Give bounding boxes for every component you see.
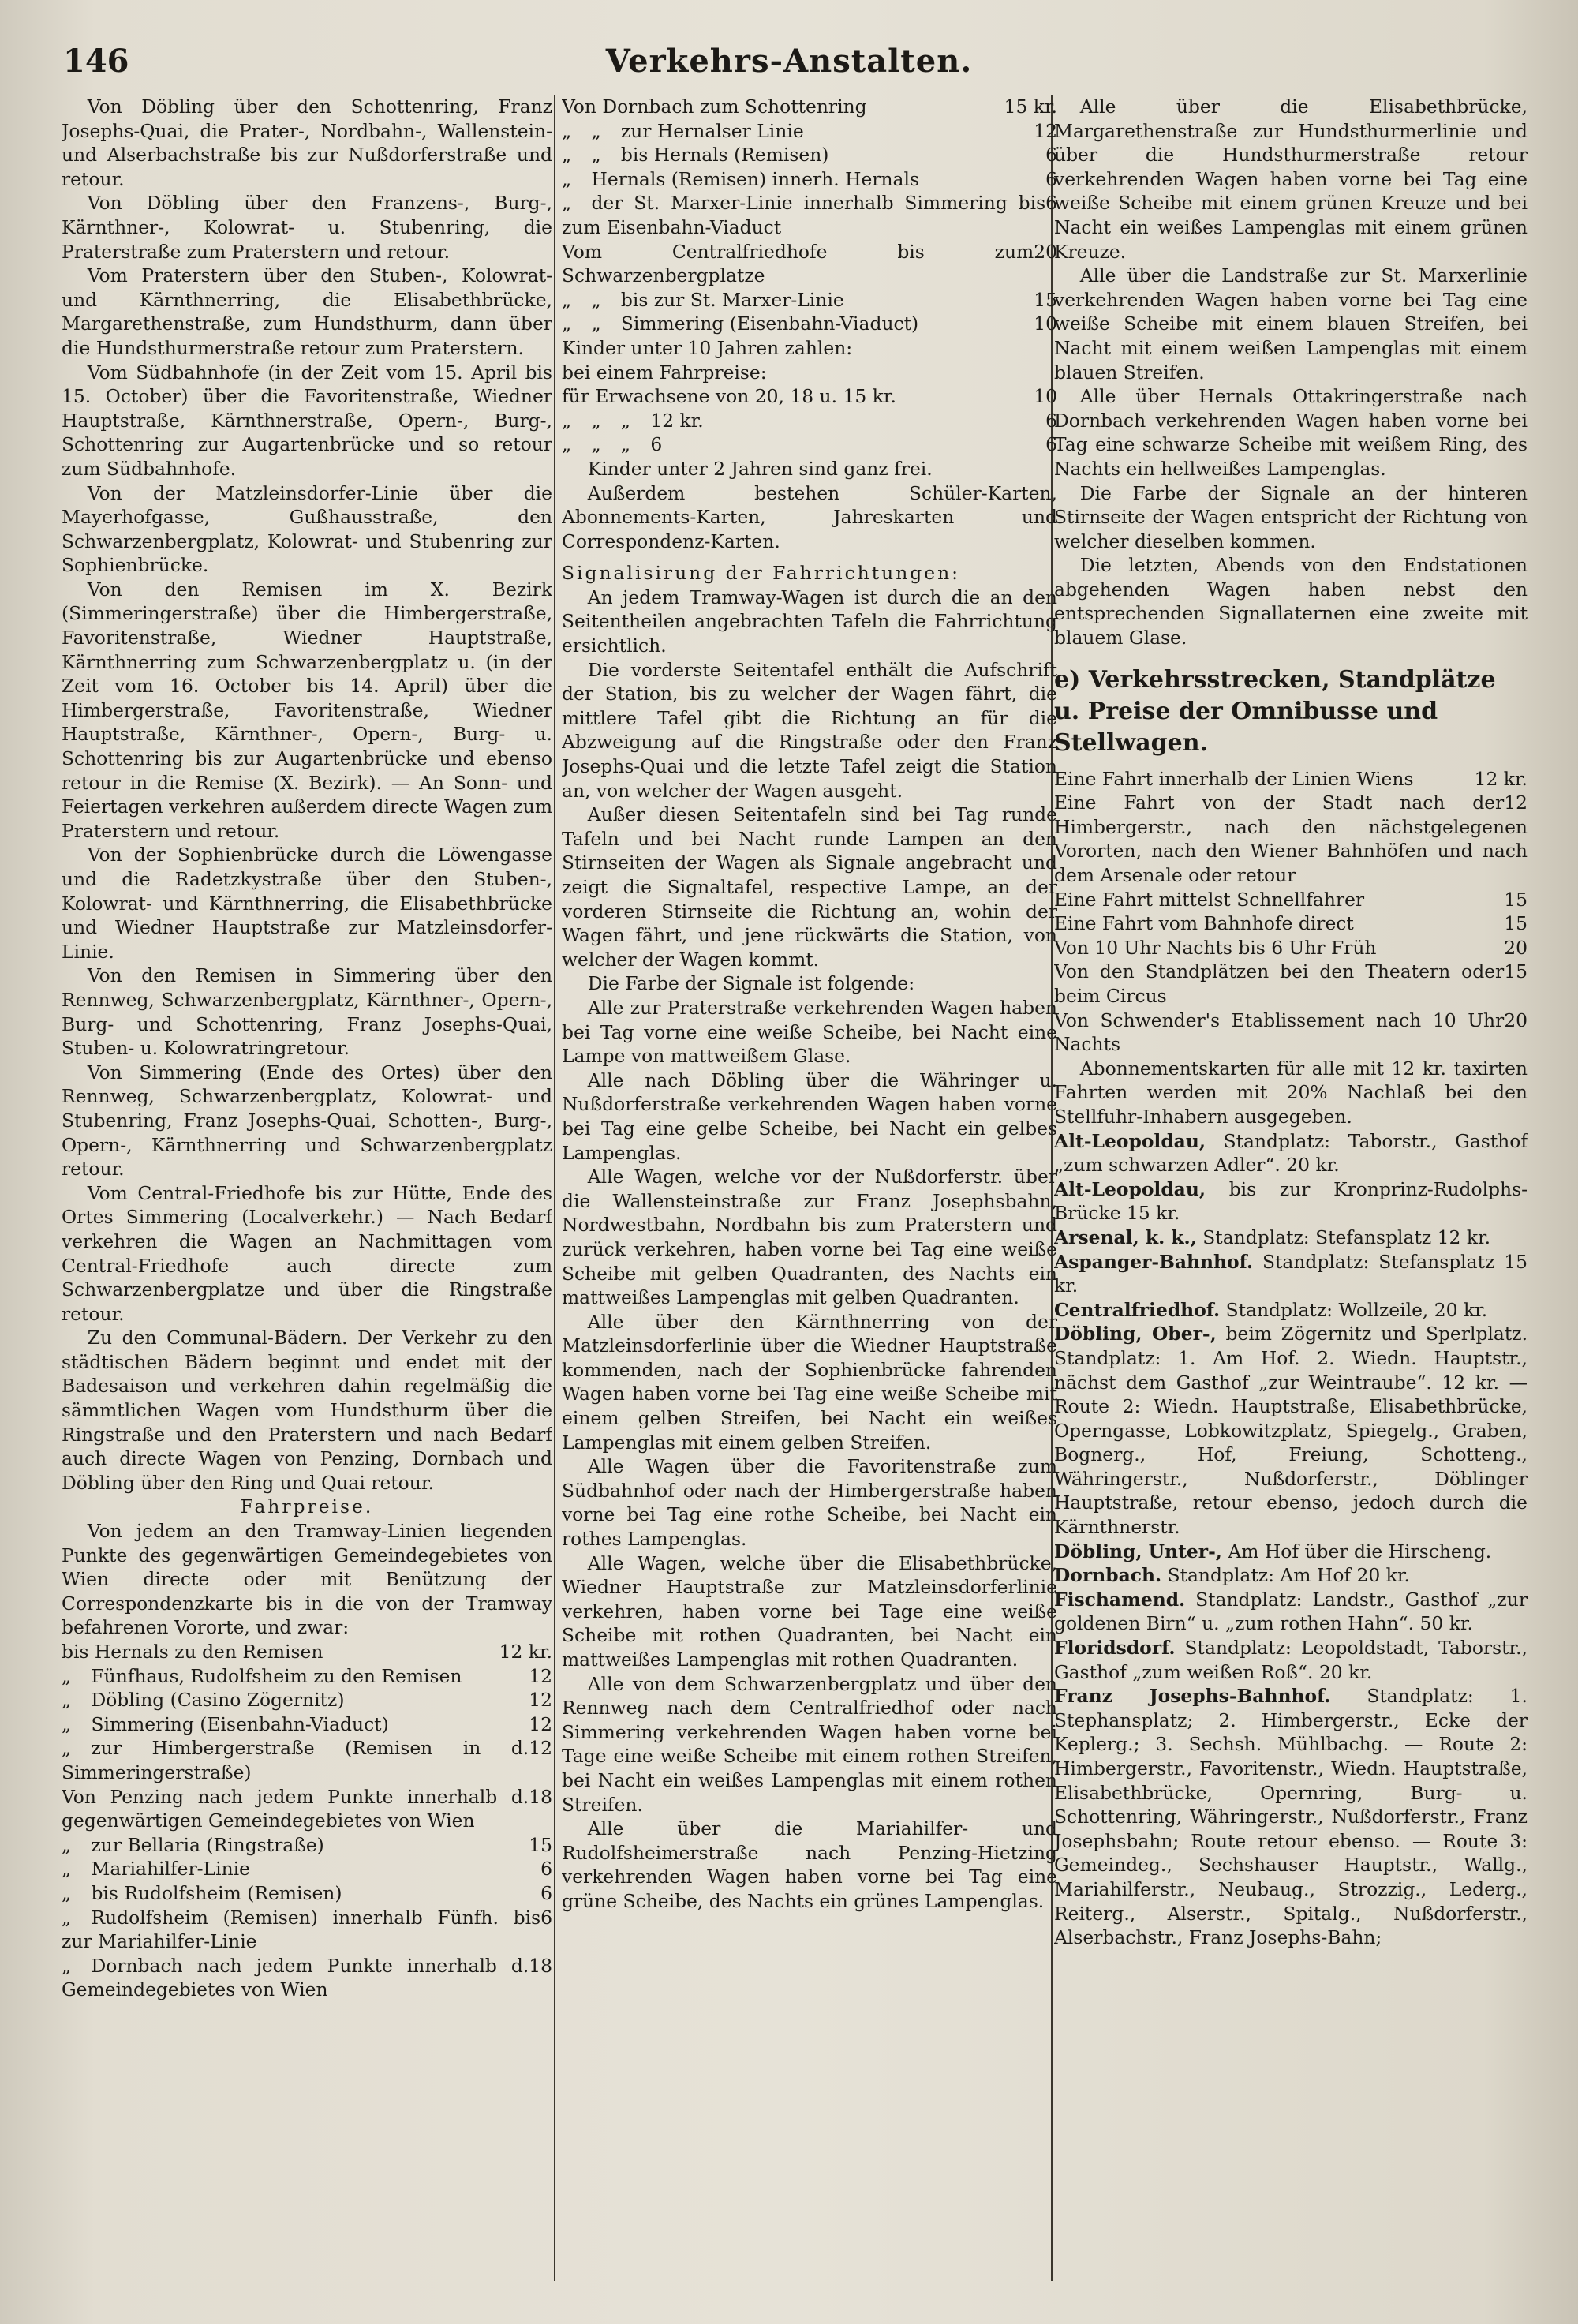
place-name: Arsenal, k. k., (1054, 1226, 1197, 1248)
entry-text: Am Hof über die Hirscheng. (1228, 1540, 1492, 1562)
fare-row (1054, 911, 1528, 936)
fare-destination: Von den Standplätzen bei den Theatern oder beim Circus (1054, 960, 1505, 1007)
route-paragraph: Zu den Communal-Bädern. Der Verkehr zu den städtischen Bädern beginnt und endet mit der Badesaison und verkehren dahin regelmäßig die sämmtlichen Wagen vom Hundsthurm über die Ringstraße und den Praterstern und nach Bedarf auch directe Wagen von Penzing, Dornbach und Döbling über den Ring und Quai retour. (62, 1327, 552, 1494)
fare-price: 10 (1034, 312, 1057, 335)
entry-text: Standplatz: Stefansplatz 12 kr. (1202, 1226, 1491, 1248)
signal-paragraph: Die Farbe der Signale ist folgende: (587, 972, 915, 995)
signal-paragraph: Außer diesen Seitentafeln sind bei Tag runde Tafeln und bei Nacht runde Lampen an den Stirnseiten der Wagen als Signale angebracht und zeigt die Signaltafel, respective Lampe, an der vorderen Stirnseite die Richtung an, wohin der Wagen fährt, und jene rückwärts die Station, von welcher der Wagen kommt. (562, 803, 1057, 971)
omnibus-entry (1054, 1563, 1528, 1588)
fare-row (62, 1785, 552, 1833)
fare-price: 12 (1034, 119, 1057, 142)
fare-price: 15 (529, 1833, 552, 1856)
route-paragraph: Von der Matzleinsdorfer-Linie über die Mayerhofgasse, Gußhausstraße, den Schwarzenbergplatz, Kolowrat- und Stubenring zur Sophienbrücke. (62, 481, 552, 577)
signal-paragraph: An jedem Tramway-Wagen ist durch die an den Seitentheilen angebrachten Tafeln die Fahrrichtung ersichtlich. (562, 586, 1057, 657)
route-paragraph: Von Döbling über den Schottenring, Franz Josephs-Quai, die Prater-, Nordbahn-, Wallenstein- und Alserbachstraße bis zur Nußdorferstraße und retour. (62, 95, 552, 190)
fare-destination: zur Himbergerstraße (Remisen in d. Simmeringerstraße) (62, 1737, 529, 1783)
signal-paragraph: Die letzten, Abends von den Endstationen abgehenden Wagen haben nebst den entsprechenden Signallaternen eine zweite mit blauem Glase. (1054, 554, 1528, 649)
fare-row: 15 „ zur Bellaria (Ringstraße) (62, 1833, 552, 1856)
fare-row: 6 „ „ „ 12 kr. (562, 409, 1057, 432)
fare-price: 6 (540, 1858, 552, 1881)
place-name: Fischamend. (1054, 1588, 1186, 1611)
fare-row (562, 240, 1057, 288)
fare-destination: zur Hernalser Linie (620, 119, 804, 142)
omnibus-entry (1054, 1129, 1528, 1177)
fare-row: 18 „ Dornbach nach jedem Punkte innerhalb d. Gemeindegebietes von Wien (62, 1954, 552, 2001)
entry-text: Standplatz: 1. Stephansplatz; 2. Himbergerstr., Ecke der Keplerg.; 3. Sechsh. Mühlbachg. — Route 2: Himbergerstr., Favoritenstr., Wiedn. Hauptstraße, Elisabethbrücke, Opernring, Burg- u. Schottenring, Währingerstr., Nußdorferstr., Franz Josephsbahn; Route retour ebenso. — Route 3: Gemeindeg., Sechshauser Hauptstr., Wallg., Mariahilferstr., Neubaug., Strozzig., Lederg., Reiterg., Alserstr., Spitalg., Nußdorferstr., Alserbachstr., Franz Josephs-Bahn; (1054, 1685, 1528, 1949)
fare-destination: Simmering (Eisenbahn-Viaduct) (620, 312, 919, 335)
fare-price: 6 (1045, 409, 1057, 432)
running-head: Verkehrs-Anstalten. (605, 43, 973, 80)
signal-paragraph: Alle Wagen, welche vor der Nußdorferstr. über die Wallensteinstraße zur Franz Josephsbahn, Nordwestbahn, Nordbahn bis zum Praterstern und zurück verkehren, haben vorne bei Tag eine weiße Scheibe mit gelben Quadranten, des Nachts ein mattweißes Lampenglas mit gelben Quadranten. (562, 1166, 1057, 1309)
fare-destination: Fünfhaus, Rudolfsheim zu den Remisen (91, 1664, 462, 1687)
fare-row (562, 95, 1057, 119)
fare-destination: der St. Marxer-Linie innerhalb Simmering bis zum Eisenbahn-Viaduct (562, 192, 1046, 238)
entry-text: Standplatz: Am Hof 20 kr. (1167, 1564, 1410, 1587)
fare-row (1054, 1009, 1528, 1057)
fare-destination: Eine Fahrt mittelst Schnellfahrer (1054, 888, 1365, 911)
column-rule (554, 95, 555, 2281)
fare-price: 20 (1034, 240, 1057, 263)
omnibus-entry (1054, 1226, 1528, 1250)
fare-row: 6 „ Rudolfsheim (Remisen) innerhalb Fünfh. bis zur Mariahilfer-Linie (62, 1906, 552, 1953)
fare-row: 6 „ der St. Marxer-Linie innerhalb Simmering bis zum Eisenbahn-Viaduct (562, 192, 1057, 238)
fare-price: 15 (1034, 288, 1057, 311)
place-name: Franz Josephs-Bahnhof. (1054, 1685, 1331, 1708)
fare-price: 12 (529, 1689, 552, 1712)
fare-destination: Rudolfsheim (Remisen) innerhalb Fünfh. bis zur Mariahilfer-Linie (62, 1906, 541, 1953)
fare-destination: bis zur St. Marxer-Linie (620, 288, 844, 311)
fare-destination: Mariahilfer-Linie (91, 1858, 250, 1881)
route-paragraph: Vom Central-Friedhofe bis zur Hütte, Ende des Ortes Simmering (Localverkehr.) — Nach Bedarf verkehren die Wagen an Nachmittagen vom Central-Friedhofe auch directe zum Schwarzenbergplatze und über die Ringstraße retour. (62, 1181, 552, 1325)
fare-row (562, 384, 1057, 409)
omnibus-entry (1054, 1322, 1528, 1539)
place-name: Döbling, Ober-, (1054, 1323, 1217, 1345)
fare-price: 15 (1504, 912, 1528, 935)
fare-price: 10 (1034, 385, 1057, 408)
place-name: Aspanger-Bahnhof. (1054, 1250, 1254, 1273)
fare-row: 6 „ Hernals (Remisen) innerh. Hernals (562, 167, 1057, 190)
entry-text: Standplatz: Wollzeile, 20 kr. (1225, 1298, 1488, 1321)
fare-destination: 12 kr. (650, 409, 704, 432)
place-name: Dornbach. (1054, 1564, 1162, 1587)
route-paragraph: Von der Sophienbrücke durch die Löwengasse und die Radetzkystraße über den Stuben-, Kolowrat- und Kärnthnerring, die Elisabethbrücke und Wiedner Hauptstraße zur Matzleinsdorfer-Linie. (62, 844, 552, 963)
fare-price: 12 (529, 1712, 552, 1735)
route-paragraph: Von Simmering (Ende des Ortes) über den Rennweg, Schwarzenbergplatz, Kolowrat- und Stubenring, Franz Josephs-Quai, Schotten-, Burg-, Opern-, Kärnthnerring und Schwarzenbergplatz retour. (62, 1061, 552, 1181)
fare-row: 12 „ Fünfhaus, Rudolfsheim zu den Remisen (62, 1664, 552, 1687)
page-number: 146 (63, 43, 129, 80)
place-name: Alt-Leopoldau, (1054, 1129, 1206, 1152)
entry-text: Standplatz: Taborstr., Gasthof „zum schwarzen Adler“. 20 kr. (1054, 1129, 1528, 1177)
fare-destination: Von Dornbach zum Schottenring (562, 95, 867, 118)
signal-heading: Signalisirung der Fahrrichtungen: (562, 562, 961, 585)
entry-text: Standplatz: Stefansplatz 15 kr. (1054, 1250, 1528, 1297)
omnibus-entry (1054, 1636, 1528, 1684)
place-name: Alt-Leopoldau, (1054, 1177, 1206, 1200)
entry-text: beim Zögernitz und Sperlplatz. Standplatz: 1. Am Hof. 2. Wiedn. Hauptstr., nächst dem Gasthof „zur Weintraube“. 12 kr. — Route 2: Wiedn. Hauptstraße, Elisabethbrücke, Operngasse, Lobkowitzplatz, Spiegelg., Graben, Bognerg., Hof, Freiung, Schotteng., Währingerstr., Nußdorferstr., Döblinger Hauptstraße, retour ebenso, jedoch durch die Kärnthnerstr. (1054, 1323, 1528, 1539)
child-fare-subheading: bei einem Fahrpreise: (562, 361, 767, 384)
fare-row (1054, 960, 1528, 1008)
omnibus-entry (1054, 1250, 1528, 1298)
fare-destination: bis Hernals zu den Remisen (62, 1641, 323, 1663)
fare-destination: Eine Fahrt vom Bahnhofe direct (1054, 912, 1354, 935)
child-fare-heading: Kinder unter 10 Jahren zahlen: (562, 336, 853, 359)
abonnement-paragraph: Abonnementskarten für alle mit 12 kr. taxirten Fahrten werden mit 20% Nachlaß bei den Stellfuhr-Inhabern ausgegeben. (1054, 1057, 1528, 1128)
fare-row: 12 „ Simmering (Eisenbahn-Viaduct) (62, 1712, 552, 1735)
route-paragraph: Von den Remisen in Simmering über den Rennweg, Schwarzenbergplatz, Kärnthner-, Opern-, Burg- und Schottenring, Franz Josephs-Quai, Stuben- u. Kolowratringretour. (62, 964, 552, 1060)
fare-price: 20 (1504, 1009, 1528, 1031)
fare-price: 15 (1504, 888, 1528, 911)
fare-row: 6 „ „ bis Hernals (Remisen) (562, 144, 1057, 167)
fare-price: 18 (529, 1785, 552, 1808)
fare-row (62, 1640, 552, 1664)
signal-paragraph: Alle über die Landstraße zur St. Marxerlinie verkehrenden Wagen haben vorne bei Tag eine weiße Scheibe mit einem blauen Streifen, bei Nacht mit einem weißen Lampenglas mit einem blauen Streifen. (1054, 264, 1528, 384)
fare-destination: für Erwachsene von 20, 18 u. 15 kr. (562, 385, 896, 408)
entry-text: Standplatz: Leopoldstadt, Taborstr., Gasthof „zum weißen Roß“. 20 kr. (1054, 1637, 1528, 1683)
fare-row: 6 „ Mariahilfer-Linie (62, 1858, 552, 1881)
fare-destination: zur Bellaria (Ringstraße) (91, 1833, 324, 1856)
column-middle (562, 95, 1057, 2296)
notice-paragraph: Kinder unter 2 Jahren sind ganz frei. (587, 457, 933, 480)
fare-price: 6 (1045, 144, 1057, 167)
fare-price: 15 (1504, 960, 1528, 983)
omnibus-entry (1054, 1588, 1528, 1636)
fare-price: 6 (1045, 167, 1057, 190)
fare-price: 15 kr. (1004, 95, 1057, 118)
fare-price: 18 (529, 1954, 552, 1977)
fare-price: 6 (540, 1881, 552, 1904)
omnibus-entry (1054, 1684, 1528, 1950)
route-paragraph: Von Döbling über den Franzens-, Burg-, Kärnthner-, Kolowrat- u. Stubenring, die Praterstraße zum Praterstern und retour. (62, 192, 552, 263)
fare-destination: Simmering (Eisenbahn-Viaduct) (91, 1712, 389, 1735)
fare-price: 12 (529, 1737, 552, 1760)
place-name: Centralfriedhof. (1054, 1298, 1221, 1321)
notice-paragraph: Außerdem bestehen Schüler-Karten, Abonnements-Karten, Jahreskarten und Correspondenz-Karten. (562, 481, 1057, 552)
route-paragraph: Vom Praterstern über den Stuben-, Kolowrat- und Kärnthnerring, die Elisabethbrücke, Margarethenstraße, zum Hundsthurm, dann über die Hundsthurmerstraße retour zum Praterstern. (62, 264, 552, 359)
fare-destination: Hernals (Remisen) innerh. Hernals (591, 167, 919, 190)
signal-paragraph: Alle nach Döbling über die Währinger u. Nußdorferstraße verkehrenden Wagen haben vorne bei Tag eine gelbe Scheibe, bei Nacht ein gelbes Lampenglas. (562, 1068, 1057, 1164)
column-left (62, 95, 552, 2296)
fare-price: 6 (540, 1906, 552, 1929)
column-right (1054, 95, 1528, 2296)
signal-paragraph: Alle Wagen über die Favoritenstraße zum Südbahnhof oder nach der Himbergerstraße haben vorne bei Tag eine rothe Scheibe, bei Nacht ein rothes Lampenglas. (562, 1455, 1057, 1551)
page-header (63, 39, 1515, 87)
place-name: Döbling, Unter-, (1054, 1540, 1222, 1562)
signal-paragraph: Alle über den Kärnthnerring von der Matzleinsdorferlinie über die Wiedner Hauptstraße kommenden, nach der Sophienbrücke fahrenden Wagen haben vorne bei Tag eine weiße Scheibe mit einem gelben Streifen, bei Nacht ein weißes Lampenglas mit einem gelben Streifen. (562, 1310, 1057, 1454)
fare-destination: Von Schwender's Etablissement nach 10 Uhr Nachts (1054, 1009, 1505, 1056)
fare-price: 6 (1045, 433, 1057, 456)
entry-text: Standplatz: Landstr., Gasthof „zur goldenen Birn“ u. „zum rothen Hahn“. 50 kr. (1054, 1588, 1528, 1635)
fare-destination: Eine Fahrt von der Stadt nach der Himbergerstr., nach den nächstgelegenen Vororten, nach den Wiener Bahnhöfen und nach dem Arsenale oder retour (1054, 792, 1528, 887)
fare-row (1054, 888, 1528, 912)
omnibus-entry (1054, 1177, 1528, 1226)
fare-price: 6 (1045, 192, 1057, 215)
signal-paragraph: Alle Wagen, welche über die Elisabethbrücke, Wiedner Hauptstraße zur Matzleinsdorferlinie verkehren, haben vorne bei Tage eine weiße Scheibe mit rothen Quadranten, bei Nacht ein mattweißes Lampenglas mit rothen Quadranten. (562, 1551, 1057, 1671)
fare-destination: bis Hernals (Remisen) (620, 144, 829, 167)
signal-paragraph: Alle über die Elisabethbrücke, Margarethenstraße zur Hundsthurmerlinie und über die Hundsthurmerstraße retour verkehrenden Wagen haben vorne bei Tag eine weiße Scheibe mit einem grünen Kreuze und bei Nacht ein weißes Lampenglas mit einem grünen Kreuze. (1054, 95, 1528, 263)
fare-row: 12 „ Döbling (Casino Zögernitz) (62, 1689, 552, 1712)
fare-destination: Von 10 Uhr Nachts bis 6 Uhr Früh (1054, 936, 1377, 959)
fare-row: 10 „ „ Simmering (Eisenbahn-Viaduct) (562, 312, 1057, 335)
fare-destination: Dornbach nach jedem Punkte innerhalb d. Gemeindegebietes von Wien (62, 1954, 529, 2001)
signal-paragraph: Alle zur Praterstraße verkehrenden Wagen haben bei Tag vorne eine weiße Scheibe, bei Nacht eine Lampe von mattweißem Glase. (562, 996, 1057, 1068)
omnibus-entry (1054, 1298, 1528, 1323)
place-name: Floridsdorf. (1054, 1637, 1176, 1660)
fare-row: 12 „ zur Himbergerstraße (Remisen in d. Simmeringerstraße) (62, 1737, 552, 1783)
fare-destination: Döbling (Casino Zögernitz) (91, 1689, 345, 1712)
signal-paragraph: Die Farbe der Signale an der hinteren Stirnseite der Wagen entspricht der Richtung von welcher dieselben kommen. (1054, 481, 1528, 552)
fare-destination: 6 (650, 433, 663, 456)
fare-destination: Von Penzing nach jedem Punkte innerhalb d. gegenwärtigen Gemeindegebietes von Wien (62, 1785, 529, 1832)
fare-price: 12 (1504, 792, 1528, 814)
fare-price: 20 (1504, 936, 1528, 959)
fare-row (1054, 767, 1528, 792)
signal-paragraph: Alle über Hernals Ottakringerstraße nach Dornbach verkehrenden Wagen haben vorne bei Tag eine schwarze Scheibe mit weißem Ring, des Nachts ein hellweißes Lampenglas. (1054, 385, 1528, 480)
fare-intro: Von jedem an den Tramway-Linien liegenden Punkte des gegenwärtigen Gemeindegebietes von Wien directe oder mit Benützung der Correspondenzkarte bis in die von der Tramway befahrenen Vororte, und zwar: (62, 1520, 552, 1639)
fare-row (1054, 936, 1528, 960)
fare-destination: Vom Centralfriedhofe bis zum Schwarzenbergplatze (562, 240, 1034, 287)
fare-row: 12 „ „ zur Hernalser Linie (562, 119, 1057, 142)
entry-text: bis zur Kronprinz-Rudolphs-Brücke 15 kr. (1054, 1177, 1528, 1225)
signal-paragraph: Alle über die Mariahilfer- und Rudolfsheimerstraße nach Penzing-Hietzing verkehrenden Wagen haben vorne bei Tag eine grüne Scheibe, des Nachts ein grünes Lampenglas. (562, 1817, 1057, 1912)
signal-paragraph: Alle von dem Schwarzenbergplatz und über den Rennweg nach dem Centralfriedhof oder nach Simmering verkehrenden Wagen haben vorne bei Tage eine weiße Scheibe mit einem rothen Streifen, bei Nacht ein weißes Lampenglas mit einem rothen Streifen. (562, 1672, 1057, 1816)
fahrpreise-heading: Fahrpreise. (240, 1495, 374, 1518)
fare-price: 12 kr. (499, 1641, 552, 1663)
signal-paragraph: Die vorderste Seitentafel enthält die Aufschrift der Station, bis zu welcher der Wagen fährt, die mittlere Tafel gibt die Richtung an für die Abzweigung auf die Ringstraße oder den Franz Josephs-Quai und die letzte Tafel zeigt die Station an, von welcher der Wagen ausgeht. (562, 658, 1057, 802)
fare-row (1054, 791, 1528, 887)
fare-price: 12 (529, 1664, 552, 1687)
fare-row: 6 „ „ „ 6 (562, 433, 1057, 456)
route-paragraph: Vom Südbahnhofe (in der Zeit vom 15. April bis 15. October) über die Favoritenstraße, Wiedner Hauptstraße, Kärnthnerstraße, Opern-, Burg-, Schottenring zur Augartenbrücke und so retour zum Südbahnhofe. (62, 361, 552, 480)
fare-row: 15 „ „ bis zur St. Marxer-Linie (562, 288, 1057, 311)
fare-price: 12 kr. (1474, 767, 1528, 790)
section-heading-omnibus: e) Verkehrsstrecken, Standplätze u. Preise der Omnibusse und Stellwagen. (1054, 665, 1496, 757)
omnibus-entry (1054, 1540, 1528, 1564)
fare-destination: Eine Fahrt innerhalb der Linien Wiens (1054, 767, 1414, 790)
fare-destination: bis Rudolfsheim (Remisen) (91, 1881, 342, 1904)
fare-row: 6 „ bis Rudolfsheim (Remisen) (62, 1881, 552, 1904)
route-paragraph: Von den Remisen im X. Bezirk (Simmeringerstraße) über die Himbergerstraße, Favoritenstraße, Wiedner Hauptstraße, Kärnthnerring zum Schwarzenbergplatz u. (in der Zeit vom 16. October bis 14. April) über die Himbergerstraße, Favoritenstraße, Wiedner Hauptstraße, Kärnthner-, Opern-, Burg- u. Schottenring bis zur Augartenbrücke und ebenso retour in die Remise (X. Bezirk). — An Sonn- und Feiertagen verkehren außerdem directe Wagen zum Praterstern und retour. (62, 578, 552, 842)
